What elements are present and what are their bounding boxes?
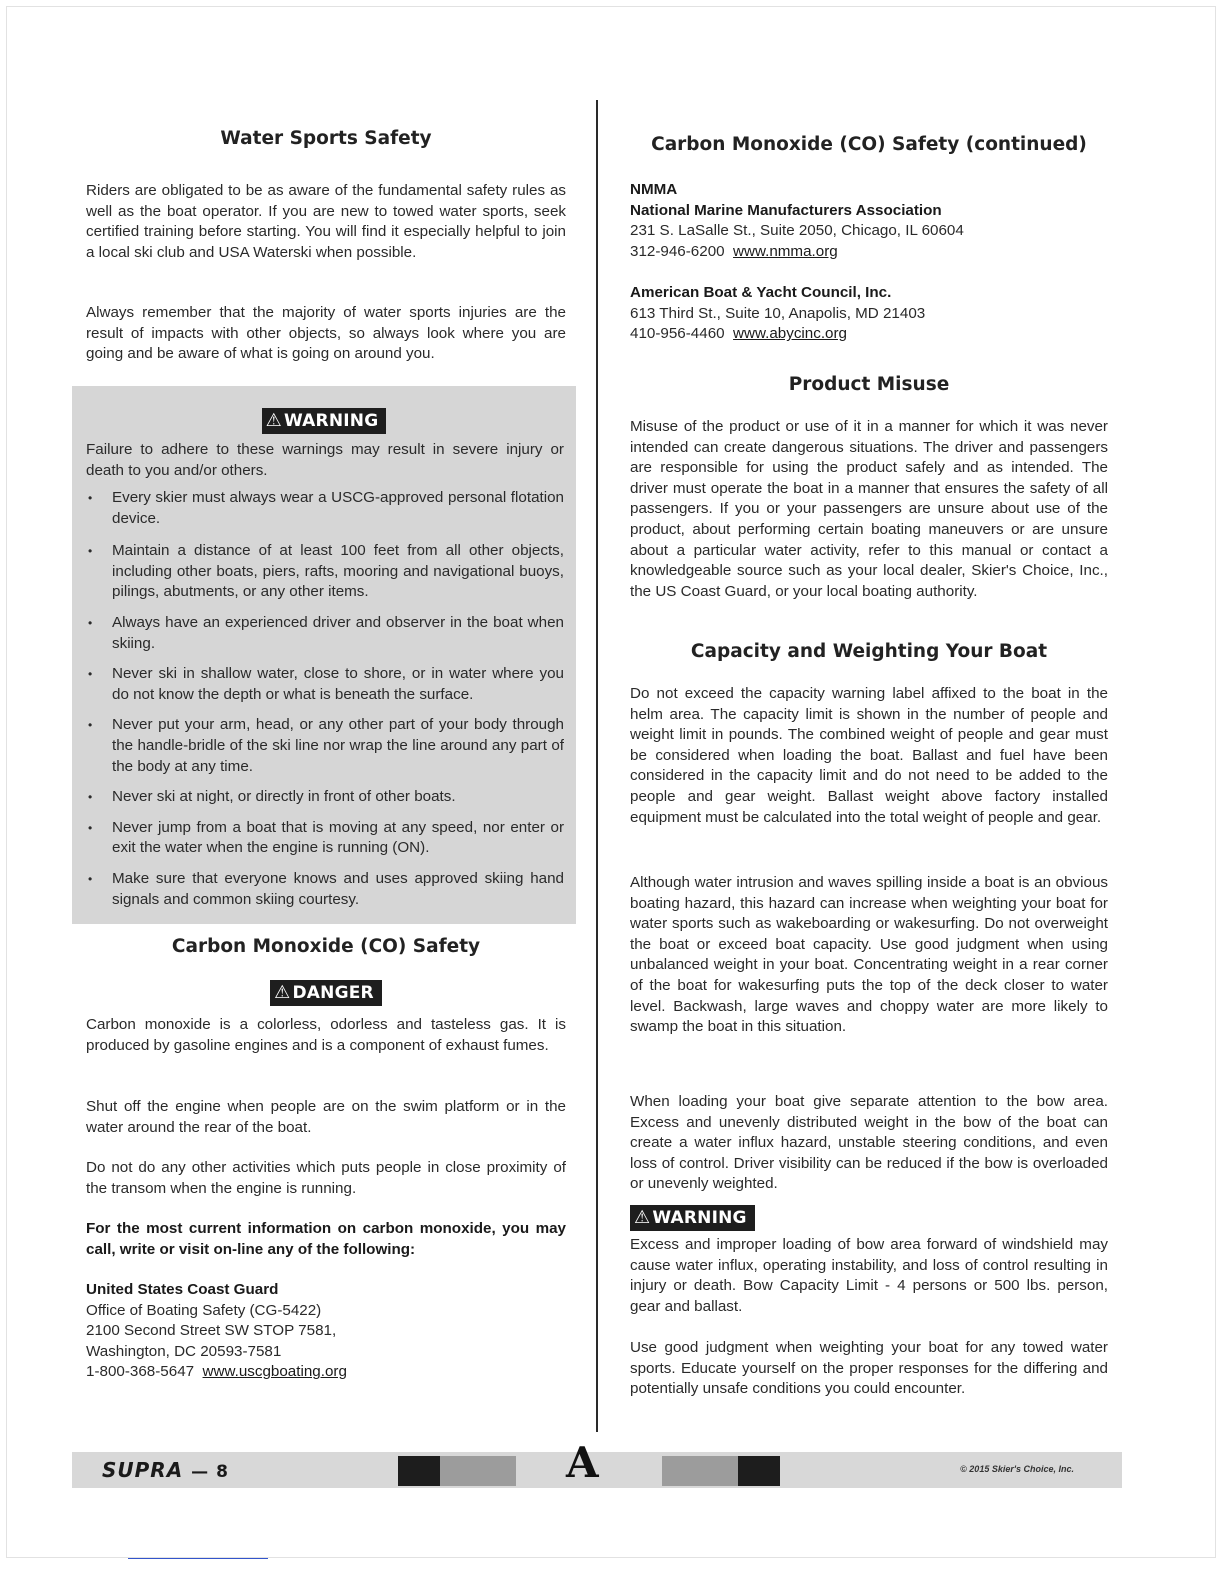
uscg-line-1: Office of Boating Safety (CG-5422)	[86, 1301, 322, 1319]
warning-item: • Never put your arm, head, or any other part of your body through the handle-bridle of the ski line nor wrap the line around any part of the body at any time.	[86, 715, 564, 777]
nmma-address: 231 S. LaSalle St., Suite 2050, Chicago, IL 60604	[630, 222, 964, 240]
uscg-line-2: 2100 Second Street SW STOP 7581,	[86, 1322, 337, 1340]
footer-block-gray-left	[440, 1456, 516, 1486]
warning-item: • Never ski at night, or directly in front of other boats.	[86, 787, 564, 808]
co-paragraph-3: Do not do any other activities which puts people in close proximity of the transom when the engine is running.	[86, 1159, 566, 1197]
nmma-abbr: NMMA	[630, 181, 678, 198]
footer-block-dark-left	[398, 1456, 440, 1486]
page-footer	[72, 1438, 1122, 1488]
warning-triangle-icon: ⚠	[265, 410, 282, 431]
abyc-phone: 410-956-4460	[630, 325, 725, 343]
brand-name: SUPRA	[102, 1458, 184, 1482]
uscg-link[interactable]: www.uscgboating.org	[202, 1363, 347, 1381]
nmma-name: National Marine Manufacturers Association	[630, 201, 942, 219]
warning-item: • Never jump from a boat that is moving at any speed, nor enter or exit the water when the engine is running (ON).	[86, 818, 564, 859]
bottom-link-underline	[128, 1558, 268, 1559]
capacity-paragraph-1: Do not exceed the capacity warning label affixed to the boat in the helm area. The capacity limit is shown in the number of people and weight limit in pounds. The combined weight of people and gear must be considered when loading the boat. Ballast and fuel have been considered in the capacity limit and do not need to be added to the people and gear weight. Ballast weight above factory installed equipment must be calculated into the total weight of people and gear.	[630, 685, 1108, 826]
water-sports-heading: Water Sports Safety	[220, 128, 432, 149]
danger-triangle-icon: ⚠	[274, 982, 291, 1003]
danger-badge	[270, 980, 382, 1006]
uscg-line-3: Washington, DC 20593-7581	[86, 1342, 282, 1360]
warning-badge	[262, 408, 387, 434]
column-divider	[596, 100, 598, 1432]
co-paragraph-2: Shut off the engine when people are on the swim platform or in the water around the rear of the boat.	[86, 1098, 566, 1136]
bow-warning-badge-label: WARNING	[652, 1208, 747, 1228]
abyc-contact	[630, 283, 1108, 345]
nmma-link[interactable]: www.nmma.org	[733, 242, 838, 260]
bow-warning-text: Excess and improper loading of bow area forward of windshield may cause water influx, operating instability, and loss of control resulting in injury or death. Bow Capacity Limit - 4 persons or 500 lbs. person, gear and ballast.	[630, 1236, 1108, 1315]
warning-badge-label: WARNING	[283, 411, 379, 431]
warning-item: • Every skier must always wear a USCG-approved personal flotation device.	[86, 488, 564, 529]
abyc-link[interactable]: www.abycinc.org	[733, 325, 847, 343]
product-misuse-heading: Product Misuse	[788, 374, 950, 395]
uscg-phone: 1-800-368-5647	[86, 1363, 195, 1381]
warning-list	[86, 488, 564, 910]
footer-block-dark-right	[738, 1456, 780, 1486]
warning-box	[72, 386, 576, 924]
abyc-name: American Boat & Yacht Council, Inc.	[630, 284, 892, 301]
water-sports-paragraph-2: Always remember that the majority of water sports injuries are the result of impacts with other objects, so always look where you are going and be aware of what is going on around you.	[86, 304, 566, 363]
nmma-phone: 312-946-6200	[630, 242, 725, 260]
abyc-phone-row	[630, 324, 1108, 345]
bow-warning-triangle-icon: ⚠	[634, 1207, 651, 1228]
page-number: — 8	[191, 1462, 229, 1482]
capacity-paragraph-4: Use good judgment when weighting your boat for any towed water sports. Educate yourself on the proper responses for the differing and potentially unsafe conditions you could encounter.	[630, 1339, 1108, 1398]
footer-block-gray-right	[662, 1456, 738, 1486]
uscg-phone-row	[86, 1362, 566, 1383]
supra-logo	[102, 1458, 229, 1482]
warning-item: • Maintain a distance of at least 100 feet from all other objects, including other boats, piers, rafts, mooring and navigational buoys, pilings, abutments, or any other items.	[86, 541, 564, 603]
capacity-paragraph-3: When loading your boat give separate attention to the bow area. Excess and unevenly distributed weight in the bow of the boat can create a water influx hazard, unstable steering conditions, and even loss of control. Driver visibility can be reduced if the bow is overloaded or unevenly weighted.	[630, 1093, 1108, 1193]
abyc-address: 613 Third St., Suite 10, Anapolis, MD 21403	[630, 304, 926, 322]
danger-badge-label: DANGER	[292, 983, 374, 1003]
skiers-choice-mark-icon: A	[566, 1438, 599, 1487]
capacity-paragraph-2: Although water intrusion and waves spilling inside a boat is an obvious boating hazard, this hazard can increase when weighting your boat for water sports such as wakeboarding or wakesurfing. Do not overweight the boat or exceed boat capacity. Use good judgment when using unbalanced weight in your boat. Concentrating weight in a rear corner of the boat for wakesurfing puts the top of the deck closer to water level. Backwash, large waves and choppy water are more likely to swamp the boat in this situation.	[630, 874, 1108, 1036]
capacity-heading: Capacity and Weighting Your Boat	[690, 641, 1048, 662]
water-sports-paragraph-1: Riders are obligated to be as aware of the fundamental safety rules as well as the boat operator. If you are new to towed water sports, seek certified training before starting. You will find it especially helpful to join a local ski club and USA Waterski when possible.	[86, 182, 566, 261]
misuse-paragraph: Misuse of the product or use of it in a manner for which it was never intended can create dangerous situations. The driver and passengers are responsible for using the product safely and as intended. The driver must operate the boat in a manner that ensures the safety of all passengers. If you or your passengers are unsure about use of the product, about performing certain boating maneuvers or are unsure about a particular water activity, refer to this manual or contact a knowledgeable source such as your local dealer, Skier's Choice, Inc., the US Coast Guard, or your local boating authority.	[630, 418, 1108, 600]
nmma-phone-row	[630, 242, 1108, 263]
bow-warning-badge	[630, 1205, 755, 1231]
co-paragraph-1: Carbon monoxide is a colorless, odorless and tasteless gas. It is produced by gasoline engines and is a component of exhaust fumes.	[86, 1016, 566, 1054]
warning-intro: Failure to adhere to these warnings may result in severe injury or death to you and/or others.	[86, 441, 564, 479]
uscg-name: United States Coast Guard	[86, 1281, 279, 1298]
uscg-contact	[86, 1280, 566, 1383]
warning-item: • Always have an experienced driver and observer in the boat when skiing.	[86, 613, 564, 654]
warning-item: • Make sure that everyone knows and uses approved skiing hand signals and common skiing courtesy.	[86, 869, 564, 910]
co-continued-heading: Carbon Monoxide (CO) Safety (continued)	[651, 134, 1087, 155]
copyright: © 2015 Skier's Choice, Inc.	[960, 1464, 1074, 1474]
co-paragraph-4: For the most current information on carbon monoxide, you may call, write or visit on-line any of the following:	[86, 1220, 566, 1258]
warning-item: • Never ski in shallow water, close to shore, or in water where you do not know the depth or what is beneath the surface.	[86, 664, 564, 705]
co-safety-heading: Carbon Monoxide (CO) Safety	[171, 936, 481, 957]
nmma-contact	[630, 180, 1108, 262]
